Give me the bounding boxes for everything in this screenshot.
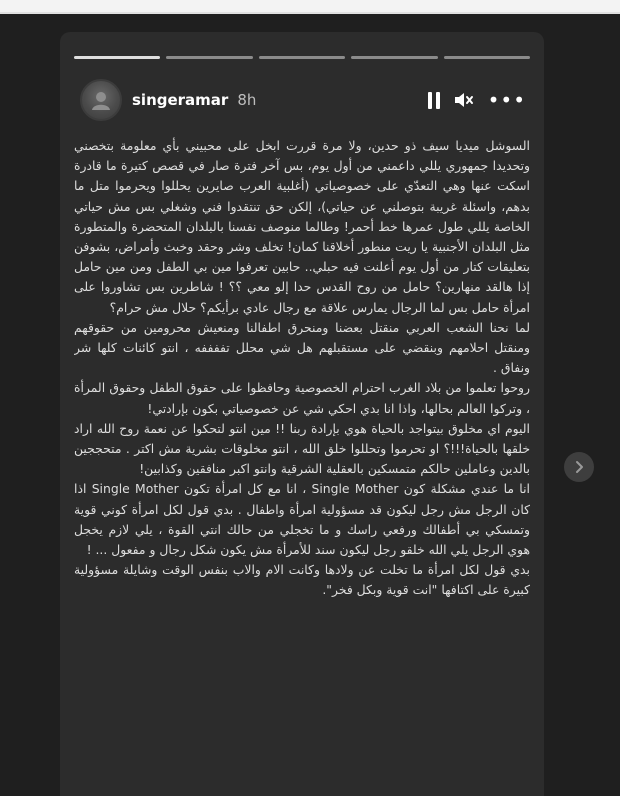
story-controls bbox=[428, 90, 526, 110]
next-story-button[interactable] bbox=[564, 452, 594, 482]
story-paragraph: لما نحنا الشعب العربي منقتل بعضنا ومنحرق اطفالنا ومنعيش محرومين من حقوقهم ومنقتل احلامهم وبنقضي على مستقبلهم هل شي محلل تففففه ، انتو كائنات كلها شر ونفاق . bbox=[74, 319, 530, 376]
avatar[interactable] bbox=[80, 79, 122, 121]
story-progress-bar bbox=[74, 56, 530, 59]
story-text-content bbox=[74, 136, 530, 796]
post-time: 8h bbox=[237, 91, 257, 109]
more-options-icon[interactable]: ••• bbox=[487, 88, 526, 112]
story-paragraph: السوشل ميديا سيف ذو حدين، ولا مرة قررت ابخل على محبيني بأي معلومة بتخصني وتحديدا جمهوري يللي داعمني من أول يوم، بس آخر فترة صار في قصص كتيرة ما قادرة اسكت عنها وهي التعدّي على خصوصياتي (أغلبية العرب صايرين يحللوا ويحرموا متل ما بدهم، واسئلة غريبة بتوصلني عن حياتي)، إلكن حق تنتقدوا فني وشغلي بس مش حياتي الخاصة يللي طول عمرها خط أحمر! وطالما منوصف نفسنا بالبلدان المتحضرة والمتطورة مثل البلدان الأجنبية يا ريت منطور أخلاقنا كمان! تخلف وشر وحقد وخبث وأمراض، بشوفن بتعليقات كتار من أول يوم أعلنت فيه حبلي.. حابين تعرفوا مين بي الطفل ومن مين حامل إذا هالقد منهارين؟ حامل من روح القدس حدا إلو معي ؟؟ ! شاطرين بس تشاوروا على امرأة حامل بس لما الرجال يمارس علاقة مع رجال عادي برأيكم؟ حلال مش حرام؟ bbox=[74, 138, 530, 315]
progress-segment bbox=[74, 56, 160, 59]
story-header bbox=[80, 80, 526, 120]
progress-segment bbox=[166, 56, 252, 59]
story-paragraph: انا ما عندي مشكلة كون Single Mother ، انا مع كل امرأة تكون Single Mother اذا كان الرجل مش رجل ليكون قد مسؤولية امرأة واطفال . بدي قول لكل امرأة كوني قوية وتمسكي بي أطفالك ورفعي راسك و ما تخجلي من حالك انتي القوة ، يلي لازم يخجل هوي الرجل يلي الله خلقو رجل ليكون سند للأمرأة مش يكون شكل رجال و مفعول ... ! bbox=[74, 481, 530, 558]
speaker-muted-icon[interactable] bbox=[454, 91, 474, 109]
progress-segment bbox=[351, 56, 437, 59]
chevron-right-icon bbox=[572, 460, 586, 474]
story-viewer[interactable] bbox=[60, 32, 544, 796]
divider bbox=[0, 12, 620, 14]
story-paragraph: روحوا تعلموا من بلاد الغرب احترام الخصوصية وحافظوا على حقوق الطفل وحقوق المرأة ، وتركوا العالم بحالها، واذا انا بدي احكي شي عن خصوصياتي بكون بإرادتي! bbox=[74, 380, 530, 416]
story-paragraph: اليوم اي مخلوق بيتواجد بالحياة هوي بإرادة ربنا !! مين انتو لتحكوا عن نعمة روح الله اراد خلقها بالحياة!!!؟ او تحرموا وتحللوا خلق الله ، انتو مخلوقات بشرية مش اكتر . متحججين بالدين وعاملين حالكم متمسكين بالعقلية الشرقية وانتو اكبر منافقين وكذابين! bbox=[74, 420, 530, 477]
progress-segment bbox=[444, 56, 530, 59]
pause-icon[interactable] bbox=[428, 91, 440, 109]
person-avatar-icon bbox=[90, 89, 112, 111]
browser-top-strip bbox=[0, 0, 620, 14]
username-link[interactable]: singeramar bbox=[132, 91, 229, 109]
progress-segment bbox=[259, 56, 345, 59]
story-paragraph: بدي قول لكل امرأة ما تخلت عن ولادها وكانت الام والاب بنفس الوقت وشايلة مسؤولية كبيرة على اكتافها "انت قوية وبكل فخر". bbox=[74, 562, 530, 598]
